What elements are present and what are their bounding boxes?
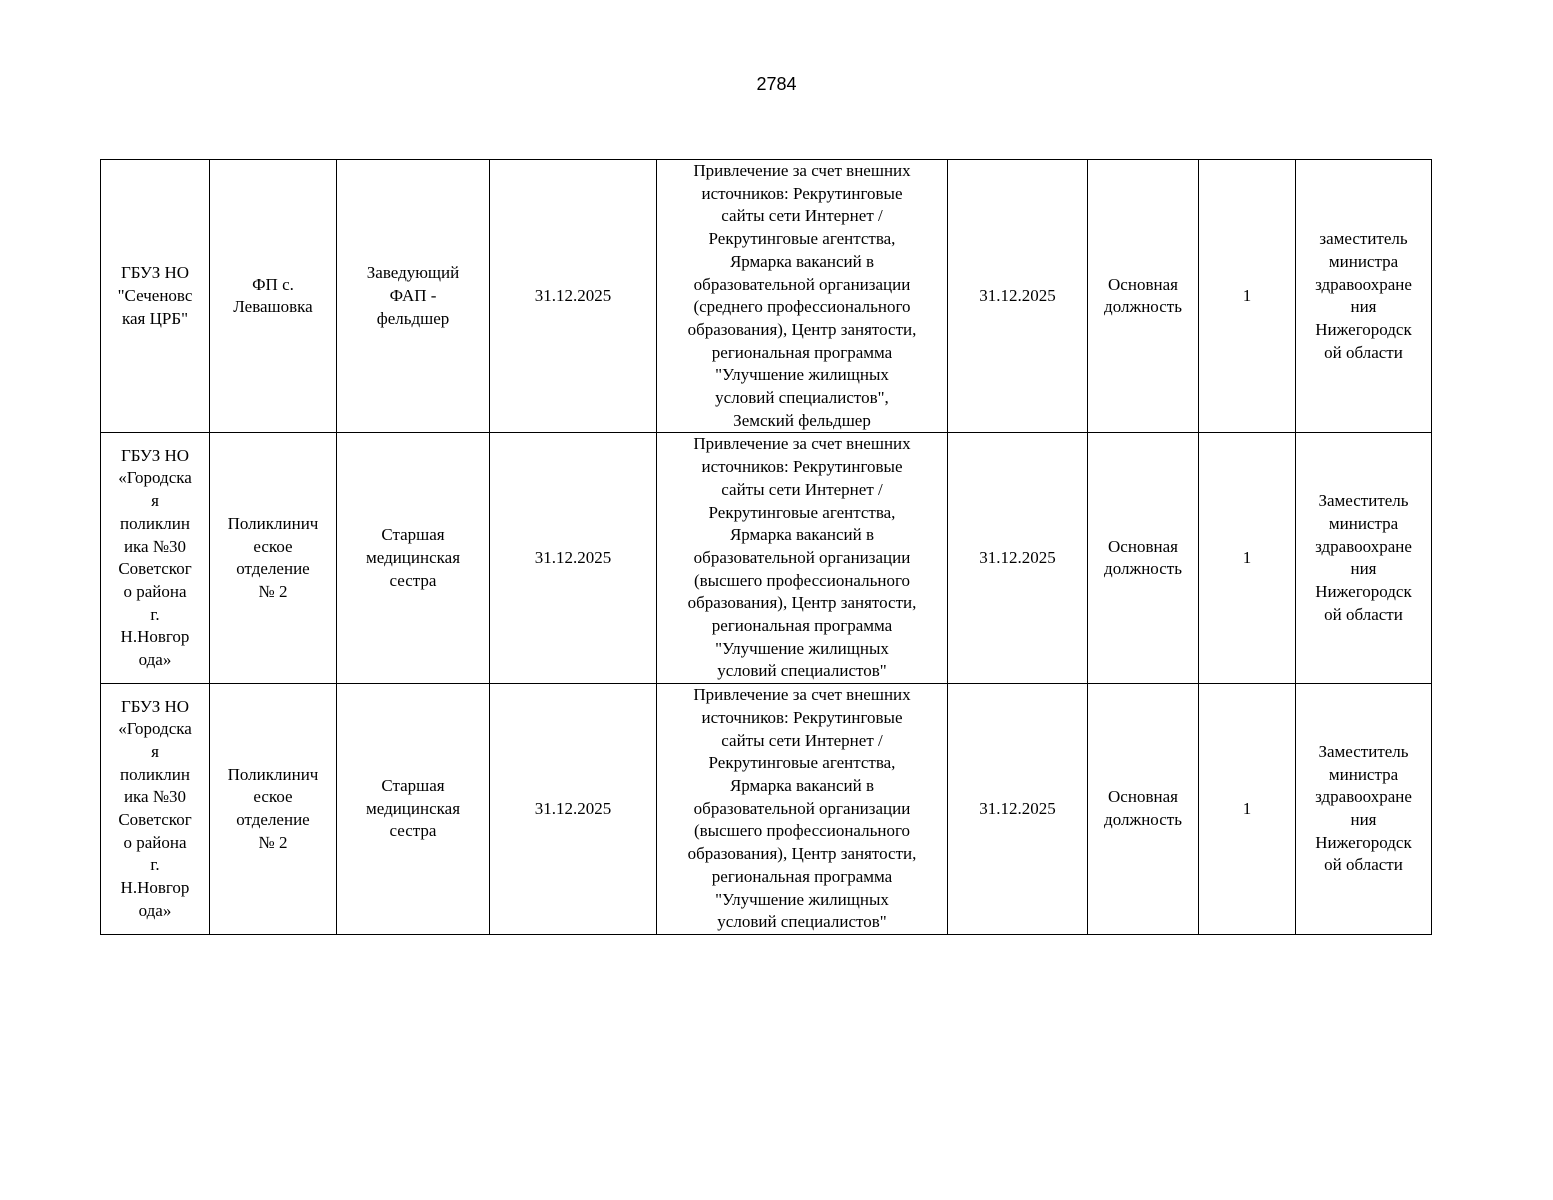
date-cell: 31.12.2025 — [948, 433, 1088, 684]
recruitment-methods-cell: Привлечение за счет внешних источников: Рекрутинговые сайты сети Интернет / Рекрутинговые агентства, Ярмарка вакансий в образовательной организации (среднего профессионального образования), Центр занятости, региональная программа "Улучшение жилищных условий специалистов", Земский фельдшер — [657, 160, 948, 433]
position-cell: Старшая медицинская сестра — [337, 684, 490, 935]
unit-cell: Поликлинич еское отделение № 2 — [210, 433, 337, 684]
organization-cell: ГБУЗ НО «Городска я поликлин ика №30 Советског о района г. Н.Новгор ода» — [101, 684, 210, 935]
quantity-cell: 1 — [1199, 684, 1296, 935]
responsible-cell: Заместитель министра здравоохране ния Нижегородск ой области — [1296, 684, 1432, 935]
date-cell: 31.12.2025 — [948, 160, 1088, 433]
unit-cell: ФП с. Левашовка — [210, 160, 337, 433]
position-type-cell: Основная должность — [1088, 433, 1199, 684]
page-number: 2784 — [756, 74, 797, 94]
deadline-cell: 31.12.2025 — [490, 433, 657, 684]
position-type-cell: Основная должность — [1088, 160, 1199, 433]
responsible-cell: Заместитель министра здравоохране ния Нижегородск ой области — [1296, 433, 1432, 684]
position-type-cell: Основная должность — [1088, 684, 1199, 935]
unit-cell: Поликлинич еское отделение № 2 — [210, 684, 337, 935]
position-cell: Заведующий ФАП - фельдшер — [337, 160, 490, 433]
table-row — [101, 160, 1432, 433]
deadline-cell: 31.12.2025 — [490, 160, 657, 433]
deadline-cell: 31.12.2025 — [490, 684, 657, 935]
quantity-cell: 1 — [1199, 433, 1296, 684]
position-cell: Старшая медицинская сестра — [337, 433, 490, 684]
quantity-cell: 1 — [1199, 160, 1296, 433]
responsible-cell: заместитель министра здравоохране ния Нижегородск ой области — [1296, 160, 1432, 433]
date-cell: 31.12.2025 — [948, 684, 1088, 935]
table-row — [101, 684, 1432, 935]
table-row — [101, 433, 1432, 684]
staffing-table — [100, 159, 1432, 935]
recruitment-methods-cell: Привлечение за счет внешних источников: Рекрутинговые сайты сети Интернет / Рекрутинговые агентства, Ярмарка вакансий в образовательной организации (высшего профессионального образования), Центр занятости, региональная программа "Улучшение жилищных условий специалистов" — [657, 684, 948, 935]
organization-cell: ГБУЗ НО «Городска я поликлин ика №30 Советског о района г. Н.Новгор ода» — [101, 433, 210, 684]
organization-cell: ГБУЗ НО "Сеченовс кая ЦРБ" — [101, 160, 210, 433]
recruitment-methods-cell: Привлечение за счет внешних источников: Рекрутинговые сайты сети Интернет / Рекрутинговые агентства, Ярмарка вакансий в образовательной организации (высшего профессионального образования), Центр занятости, региональная программа "Улучшение жилищных условий специалистов" — [657, 433, 948, 684]
